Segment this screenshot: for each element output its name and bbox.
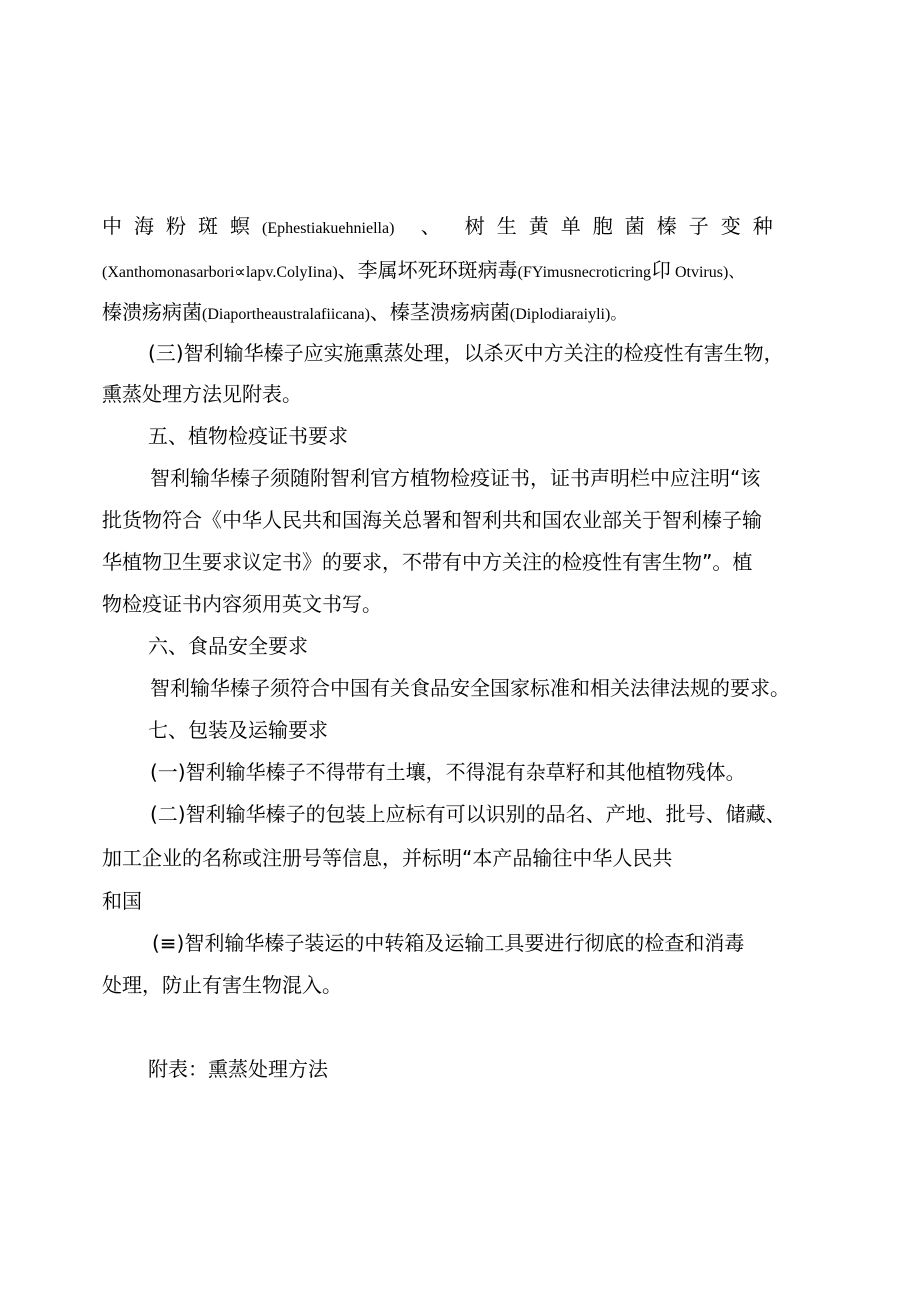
section-7-heading: 七、包装及运输要求 [148,718,328,742]
section-7-para-2-line-2: 加工企业的名称或注册号等信息，并标明“本产品输往中华人民共 [102,846,673,870]
pest-list-line-3: 榛溃疡病菌(Diaportheaustralafiicana)、榛茎溃疡病菌(Diplodiaraiyli)。 [102,300,627,324]
pest-list-line-1: 中海粉斑螟(Ephestiakuehniella) 、 树生黄单胞菌榛子变种 [102,214,785,238]
section-5-line-3: 华植物卫生要求议定书》的要求，不带有中方关注的检疫性有害生物”。植 [102,550,753,574]
section-6-heading: 六、食品安全要求 [148,634,308,658]
section-6-line-1: 智利输华榛子须符合中国有关食品安全国家标准和相关法律法规的要求。 [150,676,790,700]
section-5-line-1: 智利输华榛子须随附智利官方植物检疫证书，证书声明栏中应注明“该 [150,466,761,490]
section-7-para-3-line-2: 处理，防止有害生物混入。 [102,973,342,997]
appendix-label: 附表：熏蒸处理方法 [148,1057,328,1081]
fumigation-line-1: (三)智利输华榛子应实施熏蒸处理，以杀灭中方关注的检疫性有害生物， [148,341,784,365]
section-5-heading: 五、植物检疫证书要求 [148,424,348,448]
section-5-line-4: 物检疫证书内容须用英文书写。 [102,592,382,616]
section-7-para-3-line-1: (≡)智利输华榛子装运的中转箱及运输工具要进行彻底的检查和消毒 [152,931,745,955]
fumigation-line-2: 熏蒸处理方法见附表。 [102,382,302,406]
section-5-line-2: 批货物符合《中华人民共和国海关总署和智利共和国农业部关于智利榛子输 [102,508,762,532]
section-7-para-2-line-1: (二)智利输华榛子的包装上应标有可以识别的品名、产地、批号、储藏、 [150,802,786,826]
pest-list-line-2: (Xanthomonasarbori∝lapv.ColyIina)、李属坏死环斑病毒(FYimusnecroticring卬 Otvirus)、 [102,258,745,282]
section-7-para-2-line-3: 和国 [102,889,142,913]
section-7-para-1: (一)智利输华榛子不得带有土壤，不得混有杂草籽和其他植物残体。 [150,760,746,784]
